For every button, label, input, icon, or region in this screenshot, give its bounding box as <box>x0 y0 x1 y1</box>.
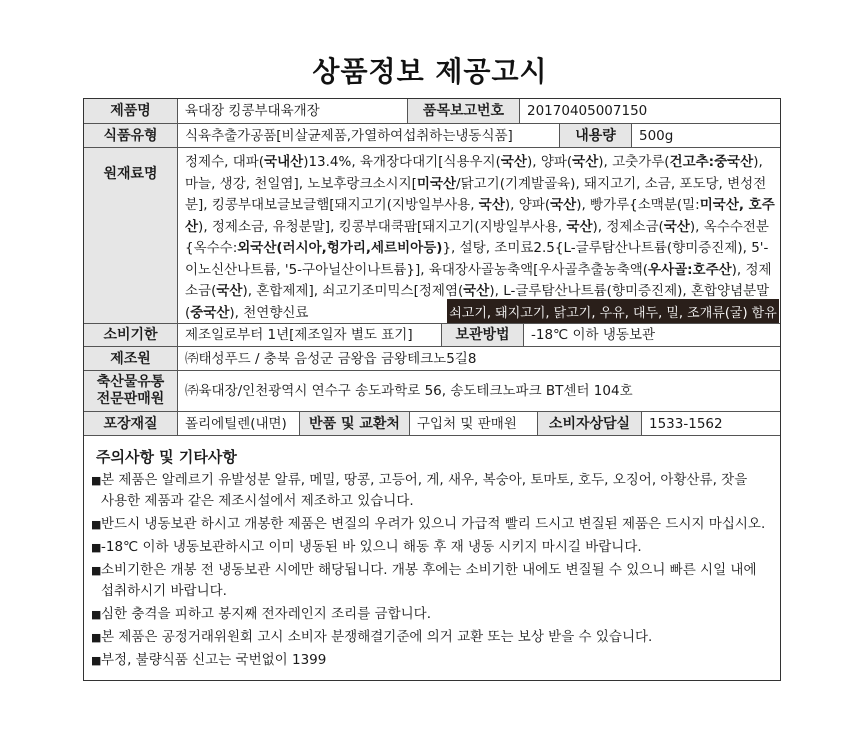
note-text-continued: 섭취하시기 바랍니다. <box>101 583 227 599</box>
seller-label-line1: 축산물유통 <box>96 374 165 390</box>
food-type-label: 식품유형 <box>84 124 178 148</box>
ingredients-value <box>178 148 780 324</box>
storage-label: 보관방법 <box>442 324 524 347</box>
seller-label <box>84 371 178 412</box>
ingredient-text: ), 혼합제제], 쇠고기조미믹스[정제염( <box>242 283 464 299</box>
note-text: 부정, 불량식품 신고는 국번없이 1399 <box>101 652 327 668</box>
note-item <box>91 514 771 535</box>
ingredient-origin: 우사골:호주산 <box>648 261 732 278</box>
ingredient-text: ), L-글루탐산나트륨(향미증진제), 혼합양념분말( <box>185 283 770 321</box>
ingredient-origin: 국산 <box>566 218 593 235</box>
maker-label: 제조원 <box>84 347 178 371</box>
ingredient-text: }, 설탕, 조미료2.5{L-글루탐산나트륨(향미증진제), 5'-이노신산나트륨, '5-구아닐산이나트륨}], 육대장사골농축액[우사골추출농축액( <box>185 240 769 278</box>
seller-value: ㈜육대장/인천광역시 연수구 송도과학로 56, 송도테크노파크 BT센터 104호 <box>178 371 780 412</box>
note-item <box>91 560 771 602</box>
ingredient-text: /닭고기(기계발골육), 돼지고기, 소금, 포도당, 변성전분], 킹콩부대보글보글햄[돼지고기(지방일부사용, <box>185 175 767 213</box>
ingredients-label: 원재료명 <box>84 148 178 324</box>
maker-value: ㈜태성푸드 / 충북 음성군 금왕읍 금왕테크노5길8 <box>178 347 780 371</box>
content-label: 내용량 <box>560 124 632 148</box>
ingredient-origin: 국산 <box>663 218 690 235</box>
note-text: 소비기한은 개봉 전 냉동보관 시에만 해당됩니다. 개봉 후에는 소비기한 내에도 변질될 수 있으니 빠른 시일 내에 <box>101 562 757 578</box>
ingredient-origin: 미국산 <box>416 175 457 192</box>
content-value: 500g <box>632 124 780 148</box>
ingredient-text: ), 마늘, 생강, 천일염], 노보후랑크소시지[ <box>185 154 763 192</box>
notes-title: 주의사항 및 기타사항 <box>96 448 237 466</box>
packaging-label: 포장재질 <box>84 412 178 436</box>
note-text: -18℃ 이하 냉동보관하시고 이미 냉동된 바 있으니 해동 후 재 냉동 시키지 마시길 바랍니다. <box>101 539 642 555</box>
consult-label: 소비자상담실 <box>538 412 642 436</box>
note-text: 심한 충격을 피하고 봉지째 전자레인지 조리를 금합니다. <box>101 606 431 622</box>
ingredient-origin: 국산 <box>463 283 490 299</box>
product-name-value: 육대장 킹콩부대육개장 <box>178 99 408 124</box>
expiry-value: 제조일로부터 1년[제조일자 별도 표기] <box>178 324 442 347</box>
exchange-value: 구입처 및 판매원 <box>410 412 538 436</box>
note-text: 본 제품은 알레르기 유발성분 알류, 메밀, 땅콩, 고등어, 게, 새우, 복숭아, 토마토, 호두, 오징어, 아황산류, 잣을 <box>101 472 748 488</box>
ingredient-origin: 국산 <box>216 283 243 299</box>
ingredient-origin: 국산 <box>478 197 505 213</box>
report-no-label: 품목보고번호 <box>408 99 520 124</box>
ingredient-origin: 중국산 <box>190 304 230 321</box>
bullet-icon: ■ <box>91 474 102 487</box>
ingredient-text: )13.4%, 육개장다대기[식용우지( <box>303 154 501 170</box>
ingredient-text: ), 정제소금( <box>592 218 664 235</box>
bullet-icon: ■ <box>91 608 102 621</box>
ingredient-text: ), 정제소금( <box>185 261 772 299</box>
allergy-notice-badge: 쇠고기, 돼지고기, 닭고기, 우유, 대두, 밀, 조개류(굴) 함유 <box>447 299 779 323</box>
note-item <box>91 470 771 512</box>
ingredient-origin: 국내산 <box>264 154 304 170</box>
note-item <box>91 604 771 625</box>
bullet-icon: ■ <box>91 541 102 554</box>
storage-value: -18℃ 이하 냉동보관 <box>524 324 780 347</box>
packaging-value: 폴리에틸렌(내면) <box>178 412 300 436</box>
note-text: 반드시 냉동보관 하시고 개봉한 제품은 변질의 우려가 있으니 가급적 빨리 드시고 변질된 제품은 드시지 마십시오. <box>101 516 766 532</box>
bullet-icon: ■ <box>91 654 102 667</box>
ingredient-text: ), 천연향신료 <box>229 304 309 321</box>
note-item <box>91 650 771 671</box>
product-name-label: 제품명 <box>84 99 178 124</box>
bullet-icon: ■ <box>91 564 102 577</box>
ingredient-origin: 국산 <box>572 154 599 170</box>
ingredient-origin: 국산 <box>550 197 577 213</box>
ingredient-origin: 외국산(러시아,헝가리,세르비아등) <box>237 240 443 256</box>
expiry-label: 소비기한 <box>84 324 178 347</box>
bullet-icon: ■ <box>91 631 102 644</box>
note-item <box>91 537 771 558</box>
ingredient-origin: 미국산, 호주산 <box>185 197 775 235</box>
food-type-value: 식육추출가공품[비살균제품,가열하여섭취하는냉동식품] <box>178 124 560 148</box>
bullet-icon: ■ <box>91 518 102 531</box>
seller-label-line2: 전문판매원 <box>96 391 165 407</box>
note-text: 본 제품은 공정거래위원회 고시 소비자 분쟁해결기준에 의거 교환 또는 보상 받을 수 있습니다. <box>101 629 653 645</box>
ingredient-text: ), 빵가루{소맥분(밀: <box>576 197 700 213</box>
ingredient-text: ), 옥수수전분{옥수수: <box>185 218 769 256</box>
note-item <box>91 627 771 648</box>
ingredient-text: ), 정제소금, 유청분말], 킹콩부대쿡팜[돼지고기(지방일부사용, <box>198 218 567 235</box>
ingredient-origin: 국산 <box>500 154 527 170</box>
consult-value: 1533-1562 <box>642 412 780 436</box>
ingredient-text: ), 양파( <box>504 197 551 213</box>
exchange-label: 반품 및 교환처 <box>300 412 410 436</box>
report-no-value: 20170405007150 <box>520 99 780 124</box>
page-title: 상품정보 제공고시 <box>312 55 548 88</box>
ingredient-text: ), 고춧가루( <box>598 154 670 170</box>
note-text-continued: 사용한 제품과 같은 제조시설에서 제조하고 있습니다. <box>101 493 414 509</box>
ingredient-text: 정제수, 대파( <box>185 154 265 170</box>
ingredient-text: ), 양파( <box>526 154 573 170</box>
ingredient-origin: 건고추:중국산 <box>669 154 754 170</box>
